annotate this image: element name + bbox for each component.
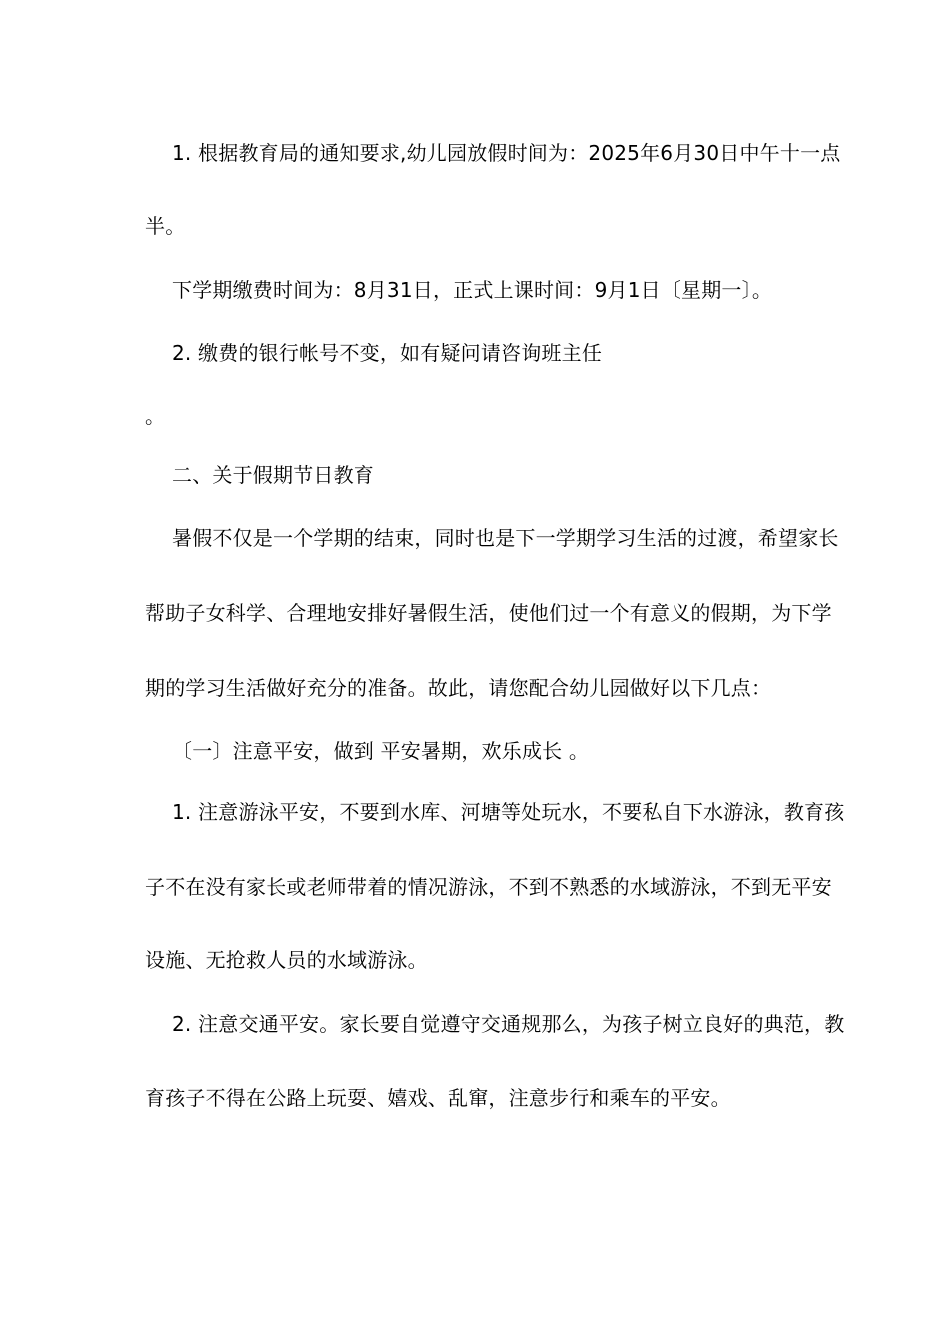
paragraph-line-traffic-safety-2: 育孩子不得在公路上玩耍、嬉戏、乱窜，注意步行和乘车的平安。 (145, 1086, 731, 1110)
paragraph-line-swim-safety-3: 设施、无抢救人员的水域游泳。 (145, 948, 428, 972)
paragraph-line-bank-account: 2. 缴费的银行帐号不变，如有疑问请咨询班主任 (172, 341, 603, 365)
paragraph-line-bank-account-cont: 。 (145, 404, 166, 428)
paragraph-line-intro-3: 期的学习生活做好充分的准备。故此，请您配合幼儿园做好以下几点： (145, 676, 772, 700)
paragraph-line-intro-2: 帮助子女科学、合理地安排好暑假生活，使他们过一个有意义的假期，为下学 (145, 601, 832, 625)
paragraph-line-payment-time: 下学期缴费时间为：8月31日，正式上课时间：9月1日〔星期一〕。 (172, 278, 773, 302)
paragraph-line-vacation-time: 1. 根据教育局的通知要求,幼儿园放假时间为：2025年6月30日中午十一点 (172, 141, 841, 165)
paragraph-line-swim-safety-1: 1. 注意游泳平安，不要到水库、河塘等处玩水，不要私自下水游泳，教育孩 (172, 800, 845, 824)
paragraph-line-traffic-safety-1: 2. 注意交通平安。家长要自觉遵守交通规那么，为孩子树立良好的典范，教 (172, 1012, 845, 1036)
paragraph-line-vacation-time-cont: 半。 (145, 214, 186, 238)
subsection-heading-safety: 〔一〕注意平安，做到 平安暑期，欢乐成长 。 (172, 739, 590, 763)
section-heading-holiday-education: 二、关于假期节日教育 (172, 463, 374, 487)
paragraph-line-intro-1: 暑假不仅是一个学期的结束，同时也是下一学期学习生活的过渡，希望家长 (172, 526, 839, 550)
paragraph-line-swim-safety-2: 子不在没有家长或老师带着的情况游泳，不到不熟悉的水域游泳，不到无平安 (145, 875, 832, 899)
